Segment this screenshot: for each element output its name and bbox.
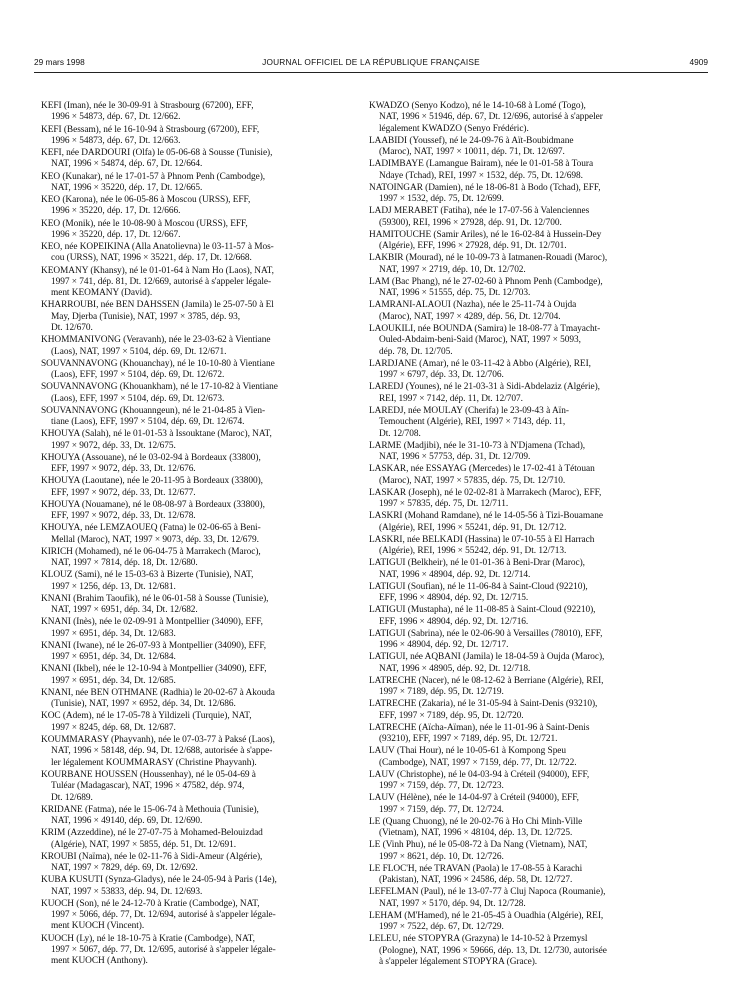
registry-entry: LATIGUI (Belkheir), né le 01-01-36 à Beni-Drar (Maroc), NAT, 1996 × 48904, dép. 92, Dt. 12/714.: [369, 558, 585, 580]
registry-entry: HAMITOUCHE (Samir Ariles), né le 16-02-84 à Hussein-Dey (Algérie), EFF, 1996 × 27928, dép. 91, Dt. 12/701.: [369, 229, 602, 252]
registry-entry: KROUBI (Naïma), née le 02-11-76 à Sidi-Ameur (Algérie), NAT, 1997 × 7829, dép. 69, Dt. 12/692.: [41, 851, 263, 874]
registry-entry: LATIGUI (Mustapha), né le 11-08-85 à Saint-Cloud (92210), EFF, 1996 × 48904, dép. 92, Dt. 12/716.: [369, 605, 596, 627]
registry-entry: SOUVANNAVONG (Khouanchay), né le 10-10-80 à Vientiane (Laos), EFF, 1997 × 5104, dép. 69, Dt. 12/672.: [41, 358, 275, 381]
registry-entry: LAOUKILI, née BOUNDA (Samira) le 18-08-77 à Tmayacht- Ouled-Abdaim-beni-Said (Maroc), NAT, 1997 × 5093, dép. 78, Dt. 12/705.: [369, 323, 601, 357]
registry-entry: KHOUYA (Nouamane), né le 08-08-97 à Bordeaux (33800), EFF, 1997 × 9072, dép. 33, Dt. 12/678.: [41, 499, 265, 522]
right-column: [369, 101, 687, 968]
registry-entry: LAUV (Christophe), né le 04-03-94 à Créteil (94000), EFF, 1997 × 7159, dép. 77, Dt. 12/723.: [369, 769, 590, 792]
registry-entry: KEFI (Iman), née le 30-09-91 à Strasbourg (67200), EFF, 1996 × 54873, dép. 67, Dt. 12/662.: [41, 101, 254, 123]
page-header: [34, 57, 708, 69]
left-column: [41, 101, 359, 968]
registry-entry: LE (Quang Chuong), né le 20-02-76 à Ho Chi Minh-Ville (Vietnam), NAT, 1996 × 48104, dép. 13, Dt. 12/725.: [369, 816, 583, 839]
registry-entry: LARME (Madjibi), née le 31-10-73 à N'Djamena (Tchad), NAT, 1996 × 57753, dép. 31, Dt. 12/709.: [369, 440, 586, 463]
registry-entry: LAABIDI (Youssef), né le 24-09-76 à Aït-Boubidmane (Maroc), NAT, 1997 × 10011, dép. 71, Dt. 12/697.: [369, 135, 574, 158]
registry-entry: KNANI (Brahim Taoufik), né le 06-01-58 à Sousse (Tunisie), NAT, 1997 × 6951, dép. 34, Dt. 12/682.: [41, 593, 269, 616]
registry-entry: LADJ MERABET (Fatiha), née le 17-07-56 à Valenciennes (59300), REI, 1996 × 27928, dép. 91, Dt. 12/700.: [369, 206, 590, 228]
registry-entry: KRIM (Azzeddine), né le 27-07-75 à Mohamed-Belouizdad (Algérie), NAT, 1997 × 5855, dép. 51, Dt. 12/691.: [41, 828, 263, 850]
registry-entry: KEFI, née DARDOURI (Olfa) le 05-06-68 à Sousse (Tunisie), NAT, 1996 × 54874, dép. 67, Dt. 12/664.: [41, 148, 273, 170]
registry-entry: SOUVANNAVONG (Khouanngeun), né le 21-04-85 à Vien- tiane (Laos), EFF, 1997 × 5104, dép. 69, Dt. 12/674.: [41, 405, 266, 428]
registry-entry: LAKBIR (Mourad), né le 10-09-73 à Iatmanen-Rouadi (Maroc), NAT, 1997 × 2719, dép. 10, Dt. 12/702.: [369, 253, 608, 275]
registry-entry: LATIGUI (Soufian), né le 11-06-84 à Saint-Cloud (92210), EFF, 1996 × 48904, dép. 92, Dt. 12/715.: [369, 581, 588, 604]
registry-entry: KEO (Kunakar), né le 17-01-57 à Phnom Penh (Cambodge), NAT, 1996 × 35220, dép. 17, Dt. 12/665.: [41, 171, 266, 193]
header-rule: [34, 72, 708, 73]
registry-entry: KHARROUBI, née BEN DAHSSEN (Jamila) le 25-07-50 à El May, Djerba (Tunisie), NAT, 1997 × 3785, dép. 93, Dt. 12/670.: [41, 300, 274, 334]
registry-entry: KNANI (Iwane), né le 26-07-93 à Montpellier (34090), EFF, 1997 × 6951, dép. 34, Dt. 12/684.: [41, 640, 267, 663]
registry-entry: KNANI (Inès), née le 02-09-91 à Montpellier (34090), EFF, 1997 × 6951, dép. 34, Dt. 12/683.: [41, 617, 263, 639]
registry-entry: LAUV (Thai Hour), né le 10-05-61 à Kompong Speu (Cambodge), NAT, 1997 × 7159, dép. 77, Dt. 12/722.: [369, 746, 577, 768]
registry-entry: LADIMBAYE (Lamangue Bairam), née le 01-01-58 à Toura Ndaye (Tchad), REI, 1997 × 1532, dép. 75, Dt. 12/698.: [369, 159, 594, 181]
registry-entry: LAUV (Hélène), née le 14-04-97 à Créteil (94000), EFF, 1997 × 7159, dép. 77, Dt. 12/724.: [369, 793, 579, 815]
registry-entry: LATIGUI (Sabrina), née le 02-06-90 à Versailles (78010), EFF, 1996 × 48904, dép. 92, Dt. 12/717.: [369, 628, 603, 651]
registry-entry: SOUVANNAVONG (Khouankham), né le 17-10-82 à Vientiane (Laos), EFF, 1997 × 5104, dép. 69, Dt. 12/673.: [41, 382, 278, 404]
registry-entry: KOUMMARASY (Phayvanh), née le 07-03-77 à Paksé (Laos), NAT, 1996 × 58148, dép. 94, Dt. 12/688, autorisée à s'appe- ler légalement KOUMMARASY (Christine Phayvanh).: [41, 734, 275, 768]
registry-entry: KHOUYA, née LEMZAOUEQ (Fatna) le 02-06-65 à Beni- Mellal (Maroc), NAT, 1997 × 9073, dép. 33, Dt. 12/679.: [41, 523, 261, 545]
registry-entry: LE (Vinh Phu), né le 05-08-72 à Da Nang (Vietnam), NAT, 1997 × 8621, dép. 10, Dt. 12/726.: [369, 840, 588, 862]
registry-entry: LAREDJ (Younes), né le 21-03-31 à Sidi-Abdelaziz (Algérie), REI, 1997 × 7142, dép. 11, Dt. 12/707.: [369, 382, 600, 404]
registry-entry: LELEU, née STOPYRA (Grazyna) le 14-10-52 à Przemysl (Pologne), NAT, 1996 × 59666, dép. 13, Dt. 12/730, autorisée à s'appeler légalement STOPYRA (Grace).: [369, 934, 607, 968]
registry-entry: KHOUYA (Salah), né le 01-01-53 à Issouktane (Maroc), NAT, 1997 × 9072, dép. 33, Dt. 12/675.: [41, 429, 272, 451]
registry-entry: LASKRI, née BELKADI (Hassina) le 07-10-55 à El Harrach (Algérie), REI, 1996 × 55242, dép. 91, Dt. 12/713.: [369, 534, 595, 557]
publication-date: 29 mars 1998: [34, 57, 85, 67]
registry-entry: KUBA KUSUTI (Synza-Gladys), née le 24-05-94 à Paris (14e), NAT, 1997 × 53833, dép. 94, Dt. 12/693.: [41, 875, 277, 897]
registry-entry: LATRECHE (Nacer), né le 08-12-62 à Berriane (Algérie), REI, 1997 × 7189, dép. 95, Dt. 12/719.: [369, 675, 604, 698]
registry-entry: KEO, née KOPEIKINA (Alla Anatolievna) le 03-11-57 à Mos- cou (URSS), NAT, 1996 × 35221, dép. 17, Dt. 12/668.: [41, 242, 274, 264]
registry-entry: KOC (Adem), né le 17-05-78 à Yildizeli (Turquie), NAT, 1997 × 8245, dép. 68, Dt. 12/687.: [41, 711, 252, 733]
page-number: 4909: [689, 57, 708, 67]
registry-entry: LATRECHE (Aïcha-Aïman), née le 11-01-96 à Saint-Denis (93210), EFF, 1997 × 7189, dép. 95, Dt. 12/721.: [369, 722, 590, 745]
registry-entry: KEO (Monik), née le 10-08-90 à Moscou (URSS), EFF, 1996 × 35220, dép. 17, Dt. 12/667.: [41, 218, 248, 240]
registry-entry: LARDJANE (Amar), né le 03-11-42 à Abbo (Algérie), REI, 1997 × 6797, dép. 33, Dt. 12/706.: [369, 358, 591, 381]
registry-entry: LASKAR (Joseph), né le 02-02-81 à Marrakech (Maroc), EFF, 1997 × 57835, dép. 75, Dt. 12/711.: [369, 487, 602, 510]
registry-entry: LEFELMAN (Paul), né le 13-07-77 à Cluj Napoca (Roumanie), NAT, 1997 × 5170, dép. 94, Dt. 12/728.: [369, 887, 606, 909]
registry-entry: KWADZO (Senyo Kodzo), né le 14-10-68 à Lomé (Togo), NAT, 1996 × 51946, dép. 67, Dt. 12/696, autorisé à s'appeler légalement KWADZO (Senyo Frédéric).: [369, 101, 603, 134]
registry-entry: LATRECHE (Zakaria), né le 31-05-94 à Saint-Denis (93210), EFF, 1997 × 7189, dép. 95, Dt. 12/720.: [369, 699, 598, 721]
registry-entry: KOURBANE HOUSSEN (Houssenhay), né le 05-04-69 à Tuléar (Madagascar), NAT, 1996 × 47582, dép. 974, Dt. 12/689.: [41, 769, 256, 803]
registry-entry: LATIGUI, née AQBANI (Jamila) le 18-04-59 à Oujda (Maroc), NAT, 1996 × 48905, dép. 92, Dt. 12/718.: [369, 652, 605, 674]
registry-entry: LE FLOC'H, née TRAVAN (Paola) le 17-08-55 à Karachi (Pakistan), NAT, 1996 × 24586, dép. 58, Dt. 12/727.: [369, 863, 583, 886]
registry-entry: NATOINGAR (Damien), né le 18-06-81 à Bodo (Tchad), EFF, 1997 × 1532, dép. 75, Dt. 12/699.: [369, 182, 601, 205]
journal-title: JOURNAL OFFICIEL DE LA RÉPUBLIQUE FRANÇAISE: [262, 57, 480, 67]
registry-entry: KLOUZ (Sami), né le 15-03-63 à Bizerte (Tunisie), NAT, 1997 × 1256, dép. 13, Dt. 12/681.: [41, 570, 254, 592]
registry-entry: KUOCH (Son), né le 24-12-70 à Kratie (Cambodge), NAT, 1997 × 5066, dép. 77, Dt. 12/694, autorisé à s'appeler légale- ment KUOCH (Vincent).: [41, 898, 276, 932]
registry-entry: KEFI (Bessam), né le 16-10-94 à Strasbourg (67200), EFF, 1996 × 54873, dép. 67, Dt. 12/663.: [41, 124, 260, 146]
registry-entry: LAREDJ, née MOULAY (Cherifa) le 23-09-43 à Aïn- Temouchent (Algérie), REI, 1997 × 7143, dép. 11, Dt. 12/708.: [369, 405, 569, 439]
registry-entry: LAMRANI-ALAOUI (Nazha), née le 25-11-74 à Oujda (Maroc), NAT, 1997 × 4289, dép. 56, Dt. 12/704.: [369, 300, 577, 322]
registry-entry: KEO (Karona), née le 06-05-86 à Moscou (URSS), EFF, 1996 × 35220, dép. 17, Dt. 12/666.: [41, 195, 251, 217]
registry-entry: LAM (Bac Phang), né le 27-02-60 à Phnom Penh (Cambodge), NAT, 1996 × 51555, dép. 75, Dt. 12/703.: [369, 276, 603, 299]
registry-entry: KNANI, née BEN OTHMANE (Radhia) le 20-02-67 à Akouda (Tunisie), NAT, 1997 × 6952, dép. 34, Dt. 12/686.: [41, 687, 275, 710]
registry-entry: KIRICH (Mohamed), né le 06-04-75 à Marrakech (Maroc), NAT, 1997 × 7814, dép. 18, Dt. 12/680.: [41, 546, 261, 569]
registry-entry: LASKRI (Mohand Ramdane), né le 14-05-56 à Tizi-Bouamane (Algérie), REI, 1996 × 55241, dép. 91, Dt. 12/712.: [369, 511, 603, 533]
registry-entry: KHOUYA (Assouane), né le 03-02-94 à Bordeaux (33800), EFF, 1997 × 9072, dép. 33, Dt. 12/676.: [41, 452, 261, 475]
registry-entry: KNANI (Ikbel), née le 12-10-94 à Montpellier (34090), EFF, 1997 × 6951, dép. 34, Dt. 12/685.: [41, 664, 267, 686]
registry-entry: KHOUYA (Laoutane), née le 20-11-95 à Bordeaux (33800), EFF, 1997 × 9072, dép. 33, Dt. 12/677.: [41, 476, 263, 498]
registry-entry: KUOCH (Ly), né le 18-10-75 à Kratie (Cambodge), NAT, 1997 × 5067, dép. 77, Dt. 12/695, autorisé à s'appeler légale- ment KUOCH (Anthony).: [41, 933, 276, 967]
registry-entry: KEOMANY (Khansy), né le 01-01-64 à Nam Ho (Laos), NAT, 1997 × 741, dép. 81, Dt. 12/669, autorisé à s'appeler légale- ment KEOMANY (David).: [41, 265, 274, 299]
registry-entry: KRIDANE (Fatma), née le 15-06-74 à Methouia (Tunisie), NAT, 1996 × 49140, dép. 69, Dt. 12/690.: [41, 804, 259, 827]
registry-entry: LEHAM (M'Hamed), né le 21-05-45 à Ouadhia (Algérie), REI, 1997 × 7522, dép. 67, Dt. 12/729.: [369, 910, 604, 933]
registry-entry: LASKAR, née ESSAYAG (Mercedes) le 17-02-41 à Tétouan (Maroc), NAT, 1997 × 57835, dép. 75, Dt. 12/710.: [369, 464, 595, 486]
registry-entry: KHOMMANIVONG (Veravanh), née le 23-03-62 à Vientiane (Laos), NAT, 1997 × 5104, dép. 69, Dt. 12/671.: [41, 335, 271, 357]
